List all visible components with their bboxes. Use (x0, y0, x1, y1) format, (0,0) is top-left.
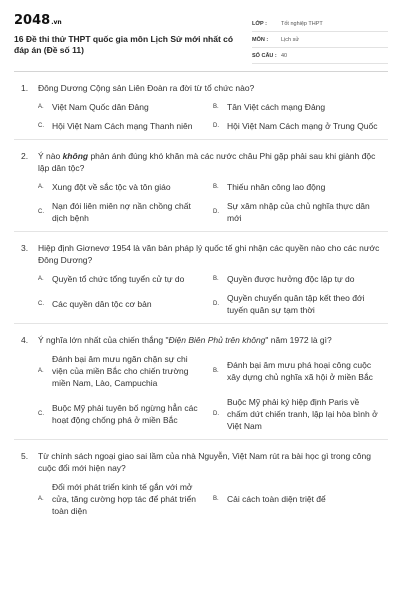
option-letter: A. (38, 368, 44, 374)
question-divider (14, 231, 388, 232)
question-number: 2. (21, 151, 29, 161)
option-letter: A. (38, 104, 44, 110)
option-letter: C. (38, 411, 44, 417)
option-c[interactable] (38, 396, 213, 432)
question-number: 4. (21, 335, 29, 345)
option-letter: C. (38, 123, 44, 129)
question-4 (14, 334, 388, 440)
question-1 (14, 82, 388, 140)
option-row (38, 481, 388, 517)
option-text: Hội Việt Nam Cách mạng Thanh niên (52, 121, 193, 131)
option-text: Đánh bại âm mưu ngăn chặn sự chi viện của miền Bắc cho chiến trường miền Nam, Lào, Campuchia (52, 354, 189, 388)
question-stem (14, 242, 388, 266)
exam-meta (252, 16, 388, 64)
option-c[interactable] (38, 120, 213, 132)
option-row (38, 101, 388, 113)
option-row (38, 273, 388, 285)
question-text: Đông Dương Cộng sản Liên Đoàn ra đời từ tổ chức nào? (38, 83, 255, 93)
option-d[interactable] (213, 396, 388, 432)
question-emphasis: không (62, 151, 89, 161)
question-text-part: Ý nghĩa lớn nhất của chiến thắng " (38, 335, 169, 345)
question-stem (14, 334, 388, 346)
option-letter: C. (38, 301, 44, 307)
meta-class-row (252, 16, 388, 32)
question-3 (14, 242, 388, 324)
question-number: 1. (21, 83, 29, 93)
option-letter: A. (38, 276, 44, 282)
meta-subject-value: Lịch sử (281, 36, 300, 43)
option-letter: B. (213, 496, 219, 502)
question-divider (14, 323, 388, 324)
option-row (38, 181, 388, 193)
option-letter: D. (213, 301, 219, 307)
site-logo[interactable] (14, 14, 246, 30)
meta-subject-row (252, 32, 388, 48)
option-text: Đổi mới phát triển kinh tế gắn với mở cửa, tăng cường hợp tác để phát triển toàn diện (52, 482, 196, 516)
option-row (38, 200, 388, 224)
logo-main: 2048 (14, 13, 51, 28)
option-letter: B. (213, 368, 219, 374)
question-text-part: phản ánh đúng khó khăn mà các nước châu Phi gặp phải sau khi giành độc lập dân tộc? (38, 151, 376, 173)
option-a[interactable] (38, 481, 213, 517)
question-text-part: Ý nào (38, 151, 63, 161)
option-text: Nạn đói liên miên nợ nần chồng chất dịch bệnh (52, 201, 191, 223)
question-text-part: " năm 1972 là gì? (265, 335, 332, 345)
question-text: Hiệp định Giơnevơ 1954 là văn bản pháp lý quốc tế ghi nhận các quyền nào cho các nước Đông Dương? (38, 243, 380, 265)
option-letter: C. (38, 209, 44, 215)
meta-class-label: LỚP : (252, 20, 267, 27)
option-text: Cải cách toàn diện triệt để (227, 494, 326, 504)
option-row (38, 292, 388, 316)
question-emphasis: Điện Biên Phủ trên không (168, 335, 266, 345)
option-letter: A. (38, 184, 44, 190)
question-stem (14, 150, 388, 174)
answer-options (38, 181, 388, 224)
answer-options (38, 273, 388, 316)
document-title: 16 Đề thi thử THPT quốc gia môn Lịch Sử mới nhất có đáp án (Đề số 11) (14, 34, 234, 55)
question-number: 3. (21, 243, 29, 253)
option-text: Hội Việt Nam Cách mạng ở Trung Quốc (227, 121, 378, 131)
option-letter: D. (213, 209, 219, 215)
option-text: Các quyền dân tộc cơ bản (52, 299, 152, 309)
option-text: Đánh bại âm mưu phá hoại công cuộc xây dựng chủ nghĩa xã hội ở miền Bắc (227, 360, 373, 382)
answer-options (38, 353, 388, 432)
question-stem (14, 450, 388, 474)
option-a[interactable] (38, 181, 213, 193)
answer-options (38, 101, 388, 132)
question-number: 5. (21, 451, 29, 461)
option-letter: B. (213, 184, 219, 190)
option-text: Xung đột về sắc tộc và tôn giáo (52, 182, 171, 192)
option-row (38, 396, 388, 432)
question-stem (14, 82, 388, 94)
question-text: Từ chính sách ngoại giao sai lầm của nhà Nguyễn, Việt Nam rút ra bài học gì trong công cuộc đổi mới hiện nay? (38, 451, 371, 473)
question-text (38, 150, 388, 174)
option-b[interactable] (213, 481, 388, 517)
answer-options (38, 481, 388, 517)
option-text: Tân Việt cách mạng Đảng (227, 102, 326, 112)
option-text: Sự xâm nhập của chủ nghĩa thực dân mới (227, 201, 370, 223)
option-b[interactable] (213, 101, 388, 113)
question-text (38, 334, 388, 346)
option-c[interactable] (38, 200, 213, 224)
header-divider (14, 71, 388, 72)
meta-class-value: Tốt nghiệp THPT (281, 20, 323, 27)
option-letter: D. (213, 123, 219, 129)
option-letter: B. (213, 104, 219, 110)
option-text: Buộc Mỹ phải tuyên bố ngừng hẳn các hoạt động chống phá ở miền Bắc (52, 403, 198, 425)
header-left (14, 14, 246, 64)
option-a[interactable] (38, 353, 213, 389)
option-d[interactable] (213, 200, 388, 224)
option-text: Quyền tổ chức tổng tuyển cử tự do (52, 274, 185, 284)
meta-count-label: SỐ CÂU : (252, 52, 277, 59)
option-d[interactable] (213, 120, 388, 132)
option-row (38, 120, 388, 132)
option-row (38, 353, 388, 389)
question-5 (14, 450, 388, 517)
option-b[interactable] (213, 353, 388, 389)
option-b[interactable] (213, 181, 388, 193)
option-a[interactable] (38, 101, 213, 113)
exam-header (14, 14, 388, 64)
option-b[interactable] (213, 273, 388, 285)
option-text: Quyền chuyển quân tập kết theo đới tuyến quân sự tạm thời (227, 293, 365, 315)
logo-suffix: .vn (51, 19, 62, 26)
option-d[interactable] (213, 292, 388, 316)
question-2 (14, 150, 388, 232)
option-letter: A. (38, 496, 44, 502)
question-divider (14, 439, 388, 440)
option-text: Quyền được hưởng độc lập tự do (227, 274, 355, 284)
option-letter: D. (213, 411, 219, 417)
meta-count-value: 40 (281, 52, 288, 59)
option-text: Buộc Mỹ phải ký hiệp định Paris về chấm dứt chiến tranh, lập lại hòa bình ở Việt Nam (227, 397, 378, 431)
option-letter: B. (213, 276, 219, 282)
meta-count-row (252, 48, 388, 64)
option-text: Việt Nam Quốc dân Đảng (52, 102, 149, 112)
option-a[interactable] (38, 273, 213, 285)
meta-subject-label: MÔN : (252, 36, 269, 43)
question-divider (14, 139, 388, 140)
option-text: Thiếu nhân công lao động (227, 182, 326, 192)
option-c[interactable] (38, 292, 213, 316)
